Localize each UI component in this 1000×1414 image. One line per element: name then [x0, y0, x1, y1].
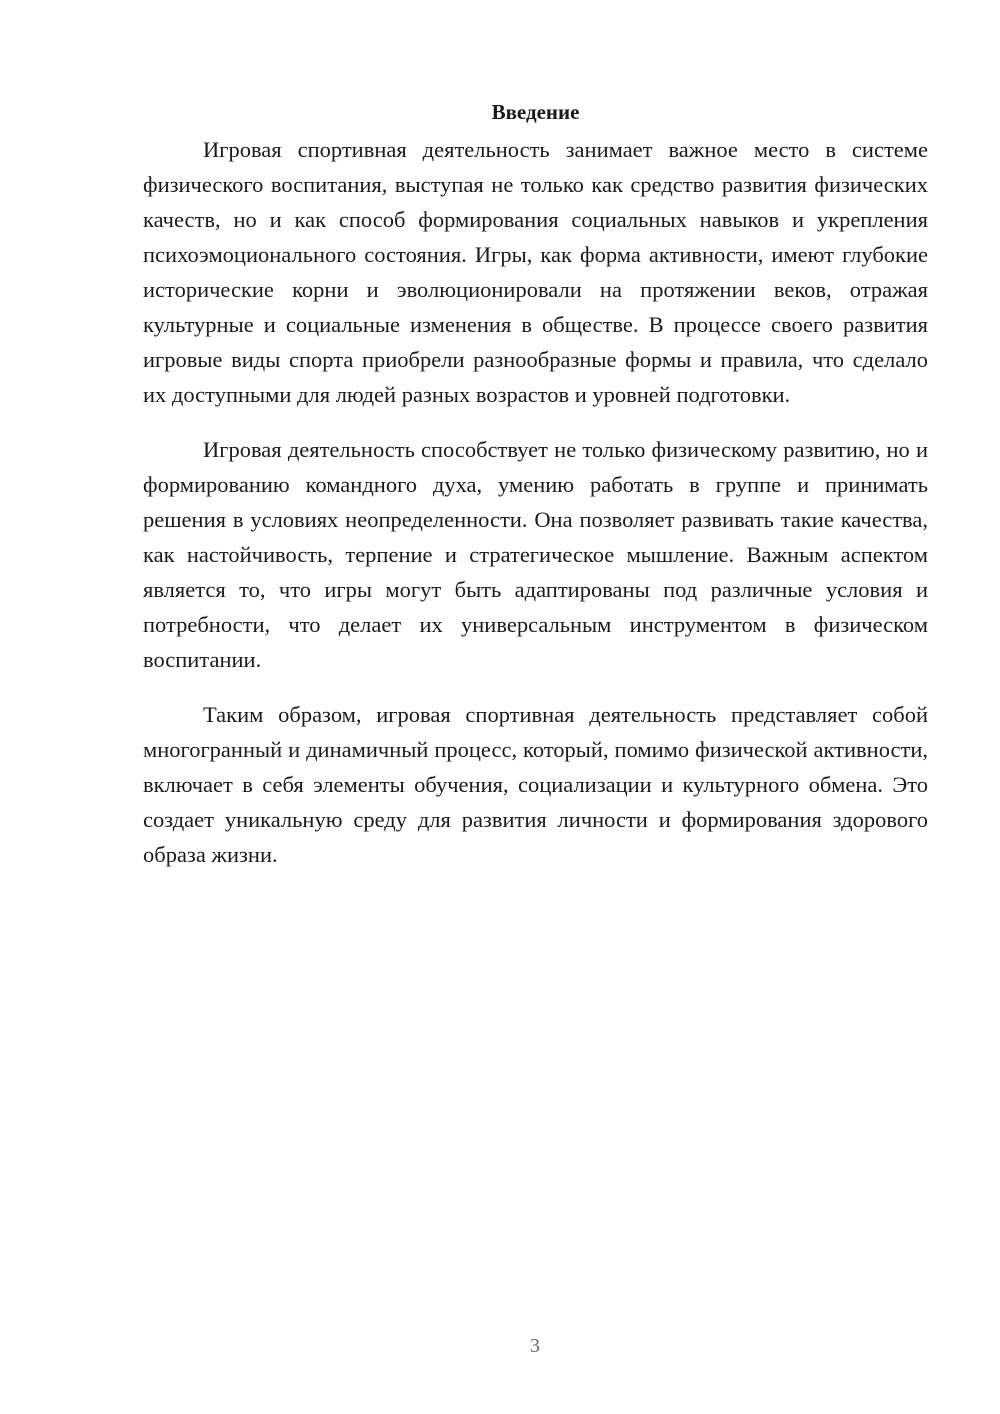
- paragraph-2: Игровая деятельность способствует не только физическому развитию, но и формированию командного духа, умению работать в группе и принимать решения в условиях неопределенности. Она позволяет развивать такие качества, как настойчивость, терпение и стратегическое мышление. Важным аспектом является то, что игры могут быть адаптированы под различные условия и потребности, что делает их универсальным инструментом в физическом воспитании.: [143, 437, 928, 672]
- paragraph-1: Игровая спортивная деятельность занимает важное место в системе физического воспитания, выступая не только как средство развития физических качеств, но и как способ формирования социальных навыков и укрепления психоэмоционального состояния. Игры, как форма активности, имеют глубокие исторические корни и эволюционировали на протяжении веков, отражая культурные и социальные изменения в обществе. В процессе своего развития игровые виды спорта приобрели разнообразные формы и правила, что сделало их доступными для людей разных возрастов и уровней подготовки.: [143, 137, 928, 407]
- page-number: 3: [530, 1335, 540, 1357]
- document-body: [143, 97, 928, 892]
- section-heading: Введение: [491, 100, 580, 124]
- paragraph-3: Таким образом, игровая спортивная деятельность представляет собой многогранный и динамичный процесс, который, помимо физической активности, включает в себя элементы обучения, социализации и культурного обмена. Это создает уникальную среду для развития личности и формирования здорового образа жизни.: [143, 702, 928, 867]
